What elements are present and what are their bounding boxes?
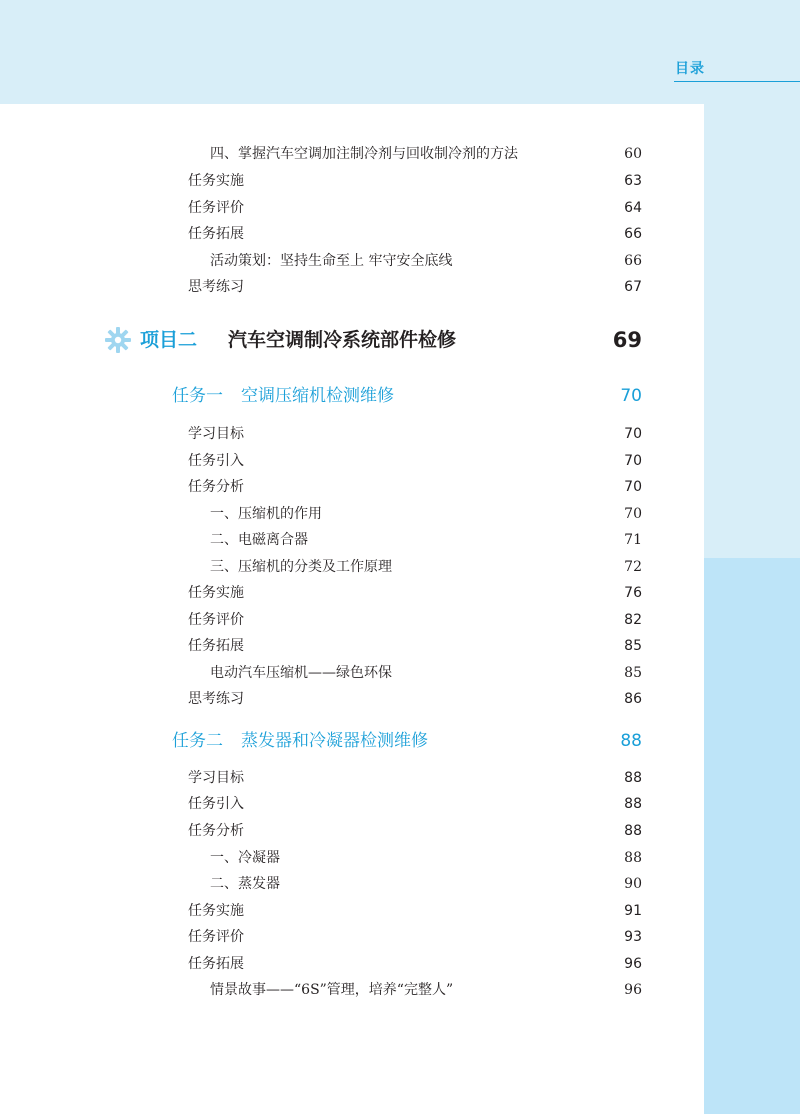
toc-entry[interactable]: [188, 474, 642, 500]
toc-entry[interactable]: [188, 527, 642, 553]
side-panel-upper: [704, 104, 800, 558]
toc-entry-page: 71: [624, 532, 642, 548]
toc-entry-page: 96: [624, 956, 642, 972]
task-heading[interactable]: [172, 726, 642, 756]
toc-entry[interactable]: [188, 248, 642, 274]
toc-entry-page: 70: [624, 506, 642, 522]
toc-entry[interactable]: [188, 951, 642, 977]
toc-entry-text: 二、蒸发器: [210, 876, 280, 892]
toc-entry-page: 70: [624, 479, 642, 495]
toc-entry-text: 活动策划：坚持生命至上 牢守安全底线: [210, 253, 453, 269]
toc-entry-text: 思考练习: [188, 691, 244, 707]
task-title: 蒸发器和冷凝器检测维修: [241, 731, 428, 751]
toc-entry-text: 情景故事——“6S”管理，培养“完整人”: [210, 982, 454, 998]
toc-entry[interactable]: [188, 871, 642, 897]
toc-entry-page: 91: [624, 903, 642, 919]
toc-entry-text: 任务实施: [188, 173, 244, 189]
page-header-title: 目录: [675, 61, 705, 77]
toc-entry-text: 任务实施: [188, 903, 244, 919]
toc-entry[interactable]: [188, 421, 642, 447]
toc-entry[interactable]: [188, 660, 642, 686]
toc-entry[interactable]: [188, 221, 642, 247]
task-label: 任务二: [172, 731, 223, 751]
project-title: 汽车空调制冷系统部件检修: [228, 329, 457, 351]
header-rule: [674, 81, 800, 82]
toc-entry-page: 96: [624, 982, 642, 998]
toc-entry-text: 学习目标: [188, 426, 244, 442]
toc-entry[interactable]: [188, 924, 642, 950]
gear-icon: [104, 326, 132, 354]
toc-entry-page: 63: [624, 173, 642, 189]
toc-entry[interactable]: [188, 448, 642, 474]
toc-entry[interactable]: [188, 141, 642, 167]
project-page: 69: [612, 328, 642, 352]
toc-entry-page: 67: [624, 279, 642, 295]
toc-entry-text: 任务引入: [188, 453, 244, 469]
toc-entry[interactable]: [188, 607, 642, 633]
toc-entry-text: 思考练习: [188, 279, 244, 295]
toc-entry-page: 82: [624, 612, 642, 628]
toc-entry-text: 电动汽车压缩机——绿色环保: [210, 665, 392, 681]
toc-entry[interactable]: [188, 845, 642, 871]
toc-entry-text: 任务拓展: [188, 956, 244, 972]
task-heading[interactable]: [172, 381, 642, 411]
toc-entry-text: 任务引入: [188, 796, 244, 812]
project-label: 项目二: [140, 329, 198, 351]
toc-entry-text: 一、压缩机的作用: [210, 506, 322, 522]
toc-entry[interactable]: [188, 554, 642, 580]
toc-entry-text: 任务拓展: [188, 226, 244, 242]
toc-entry[interactable]: [188, 898, 642, 924]
toc-entry-text: 任务评价: [188, 200, 244, 216]
toc-entry-page: 72: [624, 559, 642, 575]
toc-entry-page: 70: [624, 426, 642, 442]
toc-entry-text: 任务实施: [188, 585, 244, 601]
toc-entry-text: 一、冷凝器: [210, 850, 280, 866]
toc-entry[interactable]: [188, 765, 642, 791]
toc-entry-text: 学习目标: [188, 770, 244, 786]
toc-entry[interactable]: [188, 501, 642, 527]
toc-entry-text: 三、压缩机的分类及工作原理: [210, 559, 392, 575]
toc-entry-page: 88: [624, 823, 642, 839]
toc-entry[interactable]: [188, 791, 642, 817]
toc-entry-page: 70: [624, 453, 642, 469]
toc-entry-page: 88: [624, 770, 642, 786]
toc-entry-page: 64: [624, 200, 642, 216]
toc-entry-page: 60: [624, 146, 642, 162]
task-label: 任务一: [172, 386, 223, 406]
task-page: 88: [620, 731, 642, 751]
toc-entry[interactable]: [188, 274, 642, 300]
project-heading[interactable]: [104, 322, 642, 358]
toc-entry-text: 四、掌握汽车空调加注制冷剂与回收制冷剂的方法: [210, 146, 518, 162]
toc-entry-text: 任务评价: [188, 612, 244, 628]
toc-entry-page: 93: [624, 929, 642, 945]
toc-entry-page: 88: [624, 796, 642, 812]
toc-entry-page: 85: [624, 638, 642, 654]
toc-entry-text: 任务分析: [188, 823, 244, 839]
toc-entry-page: 66: [624, 253, 642, 269]
toc-entry-text: 任务拓展: [188, 638, 244, 654]
toc-entry-text: 任务评价: [188, 929, 244, 945]
header-band: [0, 0, 800, 104]
toc-entry-page: 88: [624, 850, 642, 866]
toc-entry[interactable]: [188, 686, 642, 712]
toc-entry[interactable]: [188, 977, 642, 1003]
toc-entry-page: 76: [624, 585, 642, 601]
toc-entry-text: 二、电磁离合器: [210, 532, 308, 548]
toc-entry-page: 90: [624, 876, 642, 892]
toc-entry[interactable]: [188, 168, 642, 194]
side-panel-lower: [704, 558, 800, 1114]
toc-entry-page: 85: [624, 665, 642, 681]
toc-entry[interactable]: [188, 195, 642, 221]
toc-entry-page: 86: [624, 691, 642, 707]
toc-entry[interactable]: [188, 580, 642, 606]
toc-entry[interactable]: [188, 633, 642, 659]
toc-entry-text: 任务分析: [188, 479, 244, 495]
toc-entry-page: 66: [624, 226, 642, 242]
task-title: 空调压缩机检测维修: [241, 386, 394, 406]
task-page: 70: [620, 386, 642, 406]
toc-entry[interactable]: [188, 818, 642, 844]
